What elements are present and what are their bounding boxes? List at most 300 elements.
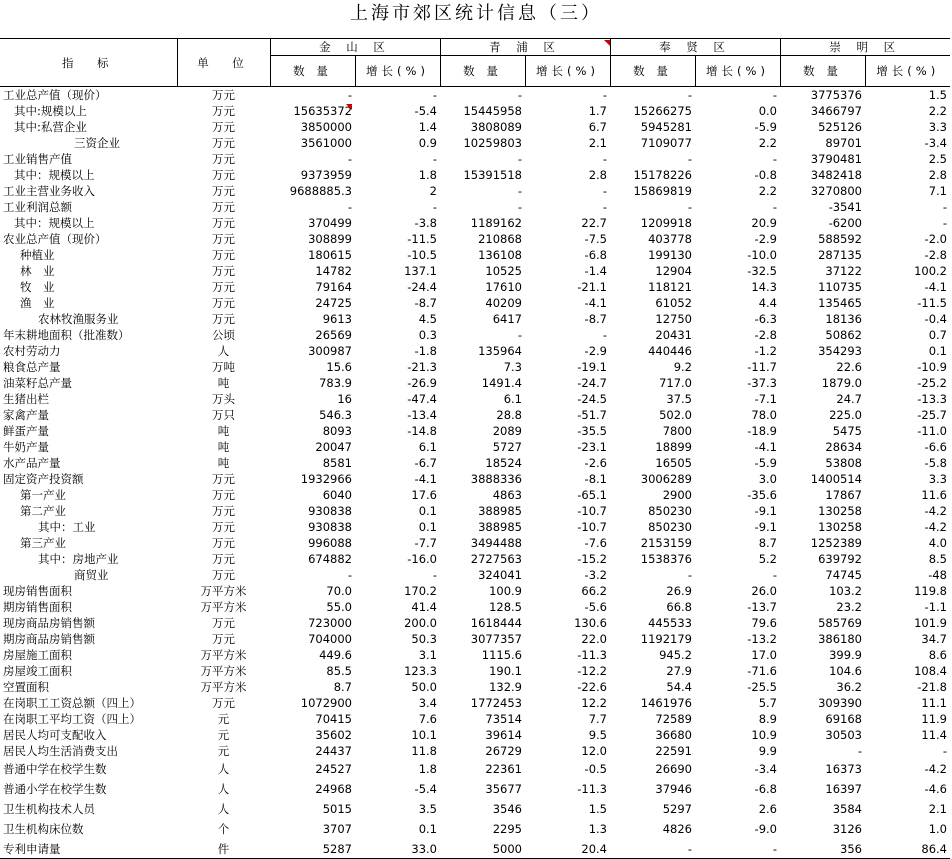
growth-cell: 3.3 xyxy=(928,120,947,134)
indicator-cell: 农村劳动力 xyxy=(3,344,61,358)
unit-cell: 万元 xyxy=(212,136,235,150)
indicator-cell: 牛奶产量 xyxy=(3,440,49,454)
unit-cell: 元 xyxy=(217,712,230,726)
quantity-cell: 3494488 xyxy=(470,536,522,550)
growth-cell: - xyxy=(602,184,607,198)
table-row xyxy=(0,151,950,167)
quantity-cell: - xyxy=(687,200,692,214)
table-row xyxy=(0,135,950,151)
growth-cell: -5.8 xyxy=(924,456,947,470)
growth-cell: - xyxy=(602,152,607,166)
quantity-cell: 15391518 xyxy=(463,168,522,182)
growth-cell: 8.6 xyxy=(928,648,947,662)
quantity-cell: 79164 xyxy=(315,280,352,294)
indicator-cell: 林 业 xyxy=(20,264,55,278)
quantity-cell: 12750 xyxy=(655,312,692,326)
growth-cell: 8.7 xyxy=(758,536,777,550)
growth-cell: 3.3 xyxy=(928,472,947,486)
quantity-cell: - xyxy=(347,88,352,102)
unit-cell: 万元 xyxy=(212,296,235,310)
unit-cell: 万元 xyxy=(212,488,235,502)
quantity-cell: 10525 xyxy=(485,264,522,278)
unit-cell: 个 xyxy=(217,822,230,836)
quantity-cell: 55.0 xyxy=(326,600,352,614)
unit-cell: 万元 xyxy=(212,152,235,166)
quantity-cell: 22.6 xyxy=(836,360,862,374)
indicator-cell: 在岗职工工资总额（四上） xyxy=(3,696,141,710)
growth-cell: 4.4 xyxy=(758,296,777,310)
indicator-cell: 鲜蛋产量 xyxy=(3,424,49,438)
indicator-cell: 其中：房地产业 xyxy=(38,552,119,566)
growth-cell: -6.3 xyxy=(754,312,777,326)
district-fengxian: 奉 贤 区 xyxy=(610,39,780,56)
growth-cell: 0.7 xyxy=(928,328,947,342)
quantity-cell: 2900 xyxy=(662,488,692,502)
quantity-cell: 6.1 xyxy=(503,392,522,406)
growth-cell: -2.6 xyxy=(584,456,607,470)
unit-cell: 万平方米 xyxy=(200,680,247,694)
quantity-cell: 15266275 xyxy=(633,104,692,118)
quantity-cell: 850230 xyxy=(648,520,692,534)
quantity-cell: 4863 xyxy=(492,488,522,502)
growth-cell: -2.8 xyxy=(754,328,777,342)
table-row xyxy=(0,215,950,231)
table-row xyxy=(0,327,950,343)
growth-cell: -4.2 xyxy=(924,762,947,776)
quantity-cell: 309390 xyxy=(818,696,862,710)
quantity-cell: -6200 xyxy=(828,216,862,230)
unit-cell: 万平方米 xyxy=(200,600,247,614)
unit-cell: 件 xyxy=(177,839,270,859)
indicator-cell: 空置面积 xyxy=(3,680,49,694)
growth-cell: 12.2 xyxy=(581,696,607,710)
unit-cell: 万元 xyxy=(212,552,235,566)
growth-cell: 1.5 xyxy=(928,88,947,102)
growth-cell: -15.2 xyxy=(577,552,607,566)
indicator-cell: 期房商品房销售额 xyxy=(3,632,95,646)
table-row xyxy=(0,183,950,199)
quantity-cell: 996088 xyxy=(308,536,352,550)
unit-cell: 万头 xyxy=(212,392,235,406)
quantity-cell: 674882 xyxy=(308,552,352,566)
table-row xyxy=(0,295,950,311)
growth-cell: -8.7 xyxy=(584,312,607,326)
table-row xyxy=(0,167,950,183)
growth-cell: -23.1 xyxy=(577,440,607,454)
indicator-cell: 三资企业 xyxy=(74,136,120,150)
growth-cell: -32.5 xyxy=(747,264,777,278)
quantity-cell: 23.2 xyxy=(836,600,862,614)
indicator-cell: 第一产业 xyxy=(20,488,66,502)
quantity-cell: 225.0 xyxy=(829,408,862,422)
growth-cell: -47.4 xyxy=(407,392,437,406)
quantity-cell: 24968 xyxy=(315,782,352,796)
growth-cell: 11.1 xyxy=(921,696,947,710)
growth-header: 增长(%) xyxy=(355,56,440,87)
unit-cell: 万元 xyxy=(212,248,235,262)
indicator-cell: 其中：工业 xyxy=(38,520,96,534)
quantity-cell: 9373959 xyxy=(300,168,352,182)
table-row xyxy=(0,487,950,503)
quantity-cell: 72589 xyxy=(655,712,692,726)
unit-cell: 元 xyxy=(217,728,230,742)
growth-cell: 2.2 xyxy=(928,104,947,118)
growth-cell: -3.4 xyxy=(754,762,777,776)
quantity-cell: 1400514 xyxy=(810,472,862,486)
indicator-cell: 第三产业 xyxy=(20,536,66,550)
unit-cell: 万元 xyxy=(212,568,235,582)
quantity-cell: 308899 xyxy=(308,232,352,246)
growth-cell: 1.8 xyxy=(418,168,437,182)
quantity-cell: 3546 xyxy=(492,802,522,816)
indicator-cell: 固定资产投资额 xyxy=(3,472,84,486)
quantity-cell: 5727 xyxy=(492,440,522,454)
indicator-cell: 牧 业 xyxy=(20,280,55,294)
growth-cell: 101.9 xyxy=(914,616,947,630)
table-row xyxy=(0,583,950,599)
table-row xyxy=(0,647,950,663)
growth-cell: - xyxy=(942,200,947,214)
table-row xyxy=(0,779,950,799)
quantity-cell: 3561000 xyxy=(300,136,352,150)
quantity-cell: 35677 xyxy=(485,782,522,796)
growth-cell: 20.9 xyxy=(751,216,777,230)
qty-header: 数 量 xyxy=(610,56,695,87)
unit-cell: 万元 xyxy=(212,104,235,118)
growth-cell: 86.4 xyxy=(865,839,950,859)
indicator-cell: 工业总产值（现价） xyxy=(3,88,107,102)
growth-cell: -25.5 xyxy=(747,680,777,694)
quantity-cell: 128.5 xyxy=(489,600,522,614)
growth-cell: -7.6 xyxy=(584,536,607,550)
quantity-cell: 22361 xyxy=(485,762,522,776)
quantity-cell: 24725 xyxy=(315,296,352,310)
unit-cell: 万元 xyxy=(212,616,235,630)
indicator-cell: 专利申请量 xyxy=(0,839,177,859)
quantity-cell: 370499 xyxy=(308,216,352,230)
quantity-cell: - xyxy=(687,88,692,102)
growth-cell: -11.3 xyxy=(577,782,607,796)
unit-cell: 万元 xyxy=(212,504,235,518)
growth-cell: 17.6 xyxy=(411,488,437,502)
quantity-cell: 502.0 xyxy=(659,408,692,422)
table-row xyxy=(0,119,950,135)
quantity-cell: 3482418 xyxy=(810,168,862,182)
growth-cell: 33.0 xyxy=(355,839,440,859)
table-row xyxy=(0,759,950,779)
quantity-cell: 1192179 xyxy=(640,632,692,646)
indicator-cell: 渔 业 xyxy=(20,296,55,310)
growth-cell: 10.9 xyxy=(751,728,777,742)
quantity-cell: 2727563 xyxy=(470,552,522,566)
quantity-cell: 3006289 xyxy=(640,472,692,486)
quantity-cell: 103.2 xyxy=(829,584,862,598)
growth-cell: -10.0 xyxy=(747,248,777,262)
quantity-cell: - xyxy=(347,200,352,214)
growth-cell: -13.7 xyxy=(747,600,777,614)
growth-cell: -7.7 xyxy=(414,536,437,550)
growth-cell: -24.7 xyxy=(577,376,607,390)
quantity-cell: - xyxy=(517,200,522,214)
growth-cell: - xyxy=(602,200,607,214)
comment-marker-icon xyxy=(604,40,610,46)
quantity-cell: 18524 xyxy=(485,456,522,470)
quantity-cell: 85.5 xyxy=(326,664,352,678)
growth-cell: 6.7 xyxy=(588,120,607,134)
growth-cell: 2.2 xyxy=(758,184,777,198)
quantity-cell: 135465 xyxy=(818,296,862,310)
growth-cell: 50.0 xyxy=(411,680,437,694)
growth-cell: - xyxy=(772,152,777,166)
growth-cell: -11.7 xyxy=(747,360,777,374)
indicator-cell: 生猪出栏 xyxy=(3,392,49,406)
quantity-cell: 74745 xyxy=(825,568,862,582)
growth-cell: 137.1 xyxy=(404,264,437,278)
quantity-cell: 1538376 xyxy=(640,552,692,566)
table-row xyxy=(0,535,950,551)
growth-cell: -11.5 xyxy=(407,232,437,246)
quantity-cell: 5015 xyxy=(322,802,352,816)
growth-cell: 4.0 xyxy=(928,536,947,550)
growth-cell: 2.2 xyxy=(758,136,777,150)
indicator-cell: 农业总产值（现价） xyxy=(3,232,107,246)
growth-cell: -14.8 xyxy=(407,424,437,438)
indicator-header: 指 标 xyxy=(0,39,177,87)
quantity-cell: 26729 xyxy=(485,744,522,758)
growth-cell: -8.1 xyxy=(584,472,607,486)
growth-cell: 2.1 xyxy=(928,802,947,816)
quantity-cell: 69168 xyxy=(825,712,862,726)
quantity-cell: 89701 xyxy=(825,136,862,150)
indicator-cell: 卫生机构床位数 xyxy=(3,822,84,836)
growth-cell: - xyxy=(695,839,780,859)
unit-cell: 万元 xyxy=(212,184,235,198)
quantity-cell: 37.5 xyxy=(666,392,692,406)
quantity-cell: 130258 xyxy=(818,520,862,534)
growth-cell: 78.0 xyxy=(751,408,777,422)
growth-cell: 0.9 xyxy=(418,136,437,150)
growth-cell: - xyxy=(432,200,437,214)
growth-cell: 5.7 xyxy=(758,696,777,710)
growth-cell: -2.0 xyxy=(924,232,947,246)
unit-cell: 万元 xyxy=(212,88,235,102)
growth-cell: 66.2 xyxy=(581,584,607,598)
growth-cell: -1.8 xyxy=(414,344,437,358)
table-row xyxy=(0,407,950,423)
table-row xyxy=(0,819,950,839)
unit-cell: 万元 xyxy=(212,632,235,646)
quantity-cell: 525126 xyxy=(818,120,862,134)
growth-cell: 1.4 xyxy=(418,120,437,134)
growth-cell: -5.4 xyxy=(414,782,437,796)
unit-cell: 万元 xyxy=(212,520,235,534)
quantity-cell: - xyxy=(347,568,352,582)
growth-cell: 2.8 xyxy=(588,168,607,182)
indicator-cell: 其中:私营企业 xyxy=(14,120,87,134)
growth-cell: 10.1 xyxy=(411,728,437,742)
growth-cell: 2.8 xyxy=(928,168,947,182)
table-row xyxy=(0,471,950,487)
quantity-cell: 3775376 xyxy=(810,88,862,102)
unit-cell: 万元 xyxy=(212,120,235,134)
unit-cell: 元 xyxy=(217,744,230,758)
growth-cell: 0.1 xyxy=(928,344,947,358)
growth-cell: - xyxy=(772,200,777,214)
growth-cell: 9.5 xyxy=(588,728,607,742)
growth-cell: -2.9 xyxy=(584,344,607,358)
quantity-cell: 1879.0 xyxy=(821,376,862,390)
quantity-cell: 15445958 xyxy=(463,104,522,118)
growth-cell: -13.4 xyxy=(407,408,437,422)
unit-cell: 万只 xyxy=(212,408,235,422)
growth-cell: 8.5 xyxy=(928,552,947,566)
table-row xyxy=(0,455,950,471)
growth-cell: 17.0 xyxy=(751,648,777,662)
quantity-cell: 5475 xyxy=(832,424,862,438)
quantity-cell: 9613 xyxy=(322,312,352,326)
quantity-cell: 15635372 xyxy=(293,104,352,118)
table-row xyxy=(0,839,950,859)
indicator-cell: 现房商品房销售额 xyxy=(3,616,95,630)
growth-cell: 7.1 xyxy=(928,184,947,198)
indicator-cell: 其中：规模以上 xyxy=(14,168,95,182)
indicator-cell: 水产品产量 xyxy=(3,456,61,470)
growth-cell: -26.9 xyxy=(407,376,437,390)
unit-cell: 人 xyxy=(217,344,230,358)
quantity-cell: 449.6 xyxy=(319,648,352,662)
indicator-cell: 普通中学在校学生数 xyxy=(3,762,107,776)
table-row xyxy=(0,519,950,535)
growth-cell: - xyxy=(942,216,947,230)
growth-cell: - xyxy=(602,88,607,102)
quantity-cell: 7.3 xyxy=(503,360,522,374)
quantity-cell: 5000 xyxy=(440,839,525,859)
growth-cell: -25.7 xyxy=(917,408,947,422)
table-row xyxy=(0,695,950,711)
indicator-cell: 第二产业 xyxy=(20,504,66,518)
table-row xyxy=(0,423,950,439)
growth-cell: -1.2 xyxy=(754,344,777,358)
quantity-cell: - xyxy=(517,328,522,342)
table-row xyxy=(0,359,950,375)
quantity-cell: - xyxy=(517,152,522,166)
statistics-table xyxy=(0,38,950,859)
quantity-cell: 16373 xyxy=(825,762,862,776)
quantity-cell: 15.6 xyxy=(326,360,352,374)
growth-cell: 0.1 xyxy=(418,822,437,836)
table-row xyxy=(0,503,950,519)
unit-header: 单 位 xyxy=(177,39,270,87)
quantity-cell: 2153159 xyxy=(640,536,692,550)
unit-cell: 吨 xyxy=(217,440,230,454)
quantity-cell: - xyxy=(517,88,522,102)
indicator-cell: 工业主营业务收入 xyxy=(3,184,95,198)
qty-header: 数 量 xyxy=(440,56,525,87)
quantity-cell: 1618444 xyxy=(470,616,522,630)
growth-cell: 7.6 xyxy=(418,712,437,726)
qty-header: 数 量 xyxy=(270,56,355,87)
quantity-cell: 324041 xyxy=(478,568,522,582)
indicator-cell: 房屋施工面积 xyxy=(3,648,72,662)
growth-cell: -7.5 xyxy=(584,232,607,246)
growth-cell: 6.1 xyxy=(418,440,437,454)
growth-cell: 0.1 xyxy=(418,520,437,534)
growth-cell: - xyxy=(432,88,437,102)
growth-cell: -13.3 xyxy=(917,392,947,406)
quantity-cell: 16 xyxy=(337,392,352,406)
quantity-cell: 70.0 xyxy=(326,584,352,598)
growth-cell: 34.7 xyxy=(921,632,947,646)
quantity-cell: 17610 xyxy=(485,280,522,294)
indicator-cell: 卫生机构技术人员 xyxy=(3,802,95,816)
quantity-cell: 1189162 xyxy=(470,216,522,230)
growth-cell: 3.5 xyxy=(418,802,437,816)
table-row xyxy=(0,343,950,359)
quantity-cell: 26569 xyxy=(315,328,352,342)
quantity-cell: 2295 xyxy=(492,822,522,836)
growth-cell: -11.5 xyxy=(917,296,947,310)
quantity-cell: 403778 xyxy=(648,232,692,246)
growth-cell: -4.1 xyxy=(754,440,777,454)
table-row xyxy=(0,247,950,263)
quantity-cell: 1932966 xyxy=(300,472,352,486)
growth-cell: -6.8 xyxy=(584,248,607,262)
growth-cell: 14.3 xyxy=(751,280,777,294)
growth-cell: -10.5 xyxy=(407,248,437,262)
growth-cell: -9.1 xyxy=(754,504,777,518)
growth-cell: 11.4 xyxy=(921,728,947,742)
indicator-cell: 普通小学在校学生数 xyxy=(3,782,107,796)
growth-cell: -4.1 xyxy=(924,280,947,294)
quantity-cell: 8093 xyxy=(322,424,352,438)
quantity-cell: 73514 xyxy=(485,712,522,726)
quantity-cell: 50862 xyxy=(825,328,862,342)
unit-cell: 万元 xyxy=(212,280,235,294)
growth-cell: -21.1 xyxy=(577,280,607,294)
quantity-cell: 4826 xyxy=(662,822,692,836)
quantity-cell: 388985 xyxy=(478,520,522,534)
quantity-cell: 118121 xyxy=(648,280,692,294)
indicator-cell: 居民人均生活消费支出 xyxy=(3,744,118,758)
growth-cell: -6.6 xyxy=(924,440,947,454)
quantity-cell: - xyxy=(517,184,522,198)
quantity-cell: 199130 xyxy=(648,248,692,262)
quantity-cell: 399.9 xyxy=(829,648,862,662)
quantity-cell: 7109077 xyxy=(640,136,692,150)
growth-cell: 108.4 xyxy=(914,664,947,678)
quantity-cell: 136108 xyxy=(478,248,522,262)
quantity-cell: 588592 xyxy=(818,232,862,246)
quantity-cell: 20047 xyxy=(315,440,352,454)
quantity-cell: 100.9 xyxy=(489,584,522,598)
growth-cell: 22.7 xyxy=(581,216,607,230)
quantity-cell: 2089 xyxy=(492,424,522,438)
quantity-cell: 28634 xyxy=(825,440,862,454)
growth-cell: 123.3 xyxy=(404,664,437,678)
growth-cell: 11.6 xyxy=(921,488,947,502)
quantity-cell: - xyxy=(347,152,352,166)
growth-cell: -2.8 xyxy=(924,248,947,262)
quantity-cell: 54.4 xyxy=(666,680,692,694)
quantity-cell: 3707 xyxy=(322,822,352,836)
quantity-cell: 287135 xyxy=(818,248,862,262)
quantity-cell: 16397 xyxy=(825,782,862,796)
growth-cell: -4.6 xyxy=(924,782,947,796)
growth-cell: - xyxy=(772,568,777,582)
table-row xyxy=(0,567,950,583)
page-title: 上海市郊区统计信息（三） xyxy=(350,3,602,24)
growth-cell: 1.5 xyxy=(588,802,607,816)
